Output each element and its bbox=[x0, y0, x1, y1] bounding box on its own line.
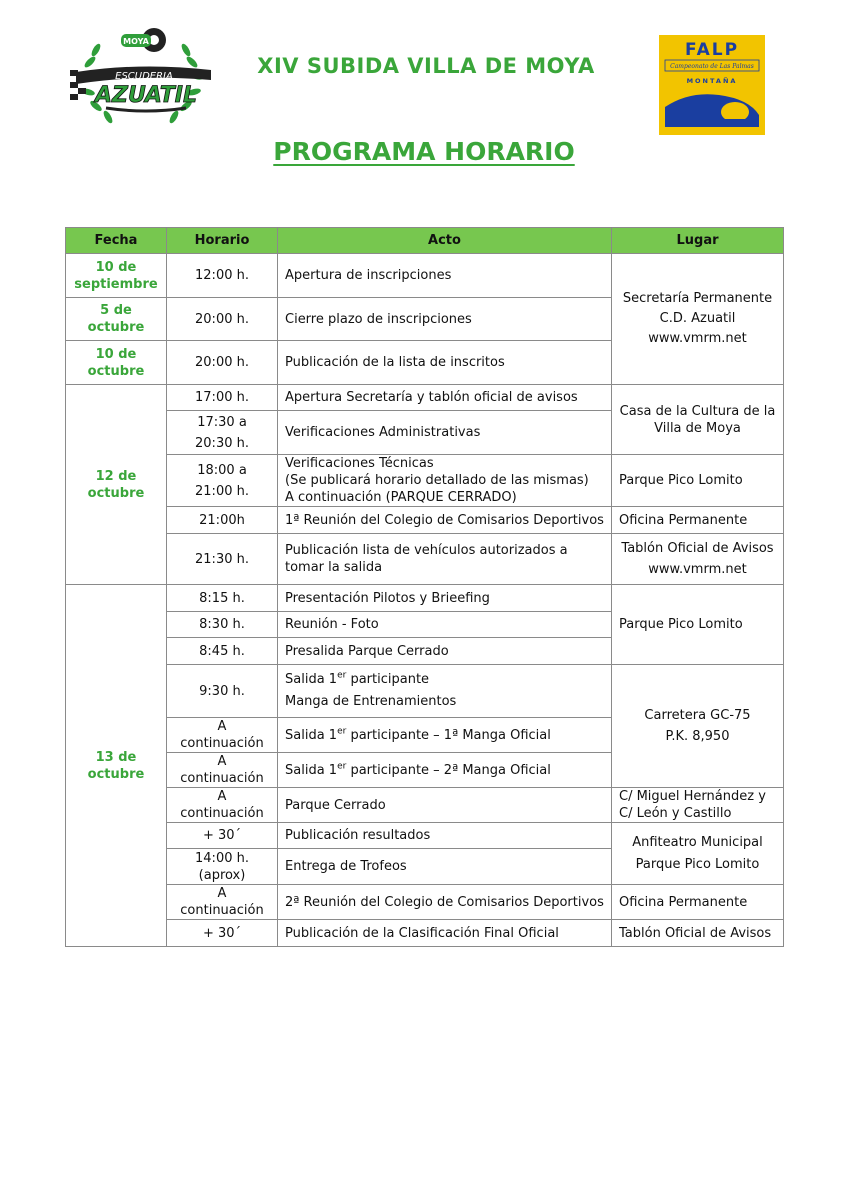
svg-text:MOYA: MOYA bbox=[123, 37, 149, 46]
falp-logo bbox=[659, 35, 765, 135]
date-cell: 13 de octubre bbox=[66, 585, 167, 947]
act-cell: 2ª Reunión del Colegio de Comisarios Deportivos bbox=[278, 885, 612, 920]
act-cell: Apertura Secretaría y tablón oficial de avisos bbox=[278, 385, 612, 411]
act-cell: Verificaciones Administrativas bbox=[278, 411, 612, 455]
table-row bbox=[66, 385, 784, 411]
svg-text:ESCUDERIA: ESCUDERIA bbox=[115, 71, 173, 82]
act-cell: Verificaciones Técnicas (Se publicará horario detallado de las mismas) A continuación (PARQUE CERRADO) bbox=[278, 455, 612, 507]
time-cell: 8:30 h. bbox=[167, 612, 278, 638]
time-cell: 9:30 h. bbox=[167, 665, 278, 718]
time-cell: A continuación bbox=[167, 885, 278, 920]
time-cell: 20:00 h. bbox=[167, 341, 278, 385]
table-header-row bbox=[66, 228, 784, 254]
table-row bbox=[66, 507, 784, 534]
place-cell: Tablón Oficial de Avisos www.vmrm.net bbox=[612, 534, 784, 585]
table-row bbox=[66, 534, 784, 585]
page-title: PROGRAMA HORARIO bbox=[273, 137, 575, 166]
header-acto: Acto bbox=[278, 228, 612, 254]
act-cell: Presalida Parque Cerrado bbox=[278, 638, 612, 665]
header-fecha: Fecha bbox=[66, 228, 167, 254]
table-row bbox=[66, 920, 784, 947]
act-cell: Cierre plazo de inscripciones bbox=[278, 298, 612, 341]
table-row bbox=[66, 455, 784, 507]
table-row bbox=[66, 823, 784, 849]
act-cell: Salida 1er participante Manga de Entrenamientos bbox=[278, 665, 612, 718]
svg-text:Campeonato de Las Palmas: Campeonato de Las Palmas bbox=[670, 63, 754, 70]
table-row bbox=[66, 665, 784, 718]
act-cell: Presentación Pilotos y Brieefing bbox=[278, 585, 612, 612]
time-cell: A continuación bbox=[167, 788, 278, 823]
date-cell: 12 de octubre bbox=[66, 385, 167, 585]
act-cell: Publicación de la Clasificación Final Oficial bbox=[278, 920, 612, 947]
table-row bbox=[66, 585, 784, 612]
time-cell: 21:00h bbox=[167, 507, 278, 534]
place-cell: Secretaría Permanente C.D. Azuatil www.vmrm.net bbox=[612, 254, 784, 385]
act-cell: Salida 1er participante – 1ª Manga Oficial bbox=[278, 718, 612, 753]
schedule-table bbox=[65, 227, 784, 947]
place-cell: Parque Pico Lomito bbox=[612, 455, 784, 507]
time-cell: 8:45 h. bbox=[167, 638, 278, 665]
escuderia-azuatil-logo bbox=[66, 22, 216, 132]
time-cell: + 30´ bbox=[167, 823, 278, 849]
svg-text:FALP: FALP bbox=[684, 40, 740, 60]
time-cell: 14:00 h. (aprox) bbox=[167, 849, 278, 885]
act-cell: Entrega de Trofeos bbox=[278, 849, 612, 885]
place-cell: Parque Pico Lomito bbox=[612, 585, 784, 665]
act-cell: Publicación de la lista de inscritos bbox=[278, 341, 612, 385]
place-cell: Oficina Permanente bbox=[612, 885, 784, 920]
time-cell: 17:30 a 20:30 h. bbox=[167, 411, 278, 455]
time-cell: 21:30 h. bbox=[167, 534, 278, 585]
place-cell: Casa de la Cultura de la Villa de Moya bbox=[612, 385, 784, 455]
time-cell: 12:00 h. bbox=[167, 254, 278, 298]
act-cell: Publicación resultados bbox=[278, 823, 612, 849]
date-cell: 5 de octubre bbox=[66, 298, 167, 341]
place-cell: Carretera GC-75 P.K. 8,950 bbox=[612, 665, 784, 788]
table-row bbox=[66, 788, 784, 823]
act-cell: Publicación lista de vehículos autorizados a tomar la salida bbox=[278, 534, 612, 585]
place-cell: Anfiteatro Municipal Parque Pico Lomito bbox=[612, 823, 784, 885]
time-cell: + 30´ bbox=[167, 920, 278, 947]
act-cell: Salida 1er participante – 2ª Manga Oficial bbox=[278, 753, 612, 788]
svg-text:MONTAÑA: MONTAÑA bbox=[686, 77, 738, 85]
time-cell: 17:00 h. bbox=[167, 385, 278, 411]
time-cell: 18:00 a 21:00 h. bbox=[167, 455, 278, 507]
place-cell: Tablón Oficial de Avisos bbox=[612, 920, 784, 947]
time-cell: A continuación bbox=[167, 718, 278, 753]
place-cell: C/ Miguel Hernández y C/ León y Castillo bbox=[612, 788, 784, 823]
svg-text:AZUATIL: AZUATIL bbox=[95, 83, 197, 108]
header-horario: Horario bbox=[167, 228, 278, 254]
act-cell: Reunión - Foto bbox=[278, 612, 612, 638]
time-cell: 20:00 h. bbox=[167, 298, 278, 341]
place-cell: Oficina Permanente bbox=[612, 507, 784, 534]
date-cell: 10 de septiembre bbox=[66, 254, 167, 298]
act-cell: 1ª Reunión del Colegio de Comisarios Deportivos bbox=[278, 507, 612, 534]
act-cell: Apertura de inscripciones bbox=[278, 254, 612, 298]
date-cell: 10 de octubre bbox=[66, 341, 167, 385]
header-lugar: Lugar bbox=[612, 228, 784, 254]
event-title: XIV SUBIDA VILLA DE MOYA bbox=[257, 54, 595, 78]
time-cell: 8:15 h. bbox=[167, 585, 278, 612]
time-cell: A continuación bbox=[167, 753, 278, 788]
act-cell: Parque Cerrado bbox=[278, 788, 612, 823]
table-row bbox=[66, 254, 784, 298]
table-row bbox=[66, 885, 784, 920]
